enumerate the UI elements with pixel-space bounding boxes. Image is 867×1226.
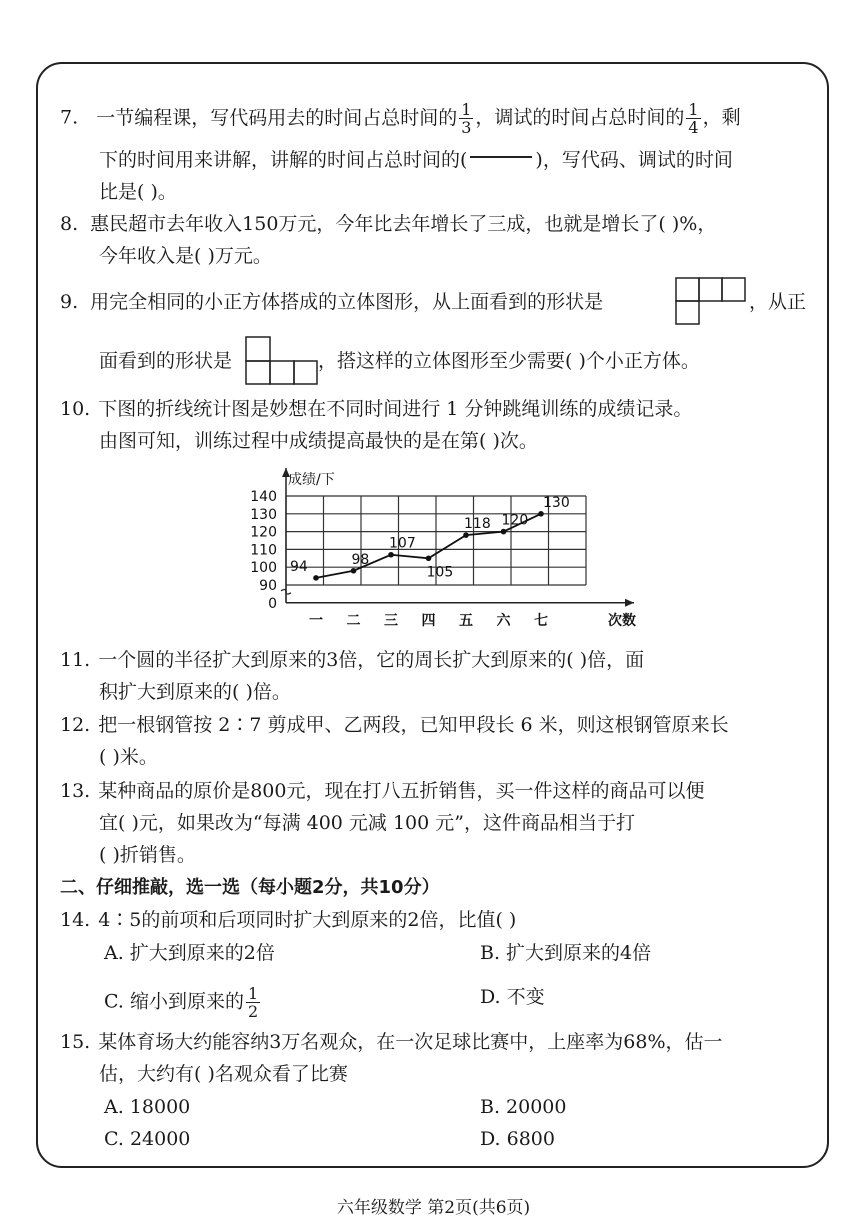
q10-line1: 10. 下图的折线统计图是妙想在不同时间进行 1 分钟跳绳训练的成绩记录。 (60, 398, 693, 420)
y-tick-label: 130 (250, 506, 277, 523)
data-label: 105 (426, 564, 454, 581)
data-label: 118 (464, 516, 491, 533)
q7-number: 7. (60, 106, 79, 129)
data-point (426, 556, 432, 562)
front-view-figure (245, 336, 319, 386)
q7-text: ，调试的时间占总时间的 (475, 106, 685, 129)
fraction-one-half: $\frac{1}{2}$ (247, 984, 259, 1021)
data-point (501, 529, 507, 535)
x-tick-label: 六 (496, 612, 511, 629)
q12-line1: 12. 把一根钢管按 2∶7 剪成甲、乙两段，已知甲段长 6 米，则这根钢管原来长 (60, 714, 729, 736)
q10-line2: 由图可知，训练过程中成绩提高最快的是在第( )次。 (99, 430, 538, 452)
data-point (538, 511, 544, 517)
data-point (463, 532, 469, 538)
x-tick-label: 七 (534, 612, 548, 629)
q9-line2b: ，搭这样的立体图形至少需要( )个小正方体。 (318, 350, 700, 372)
q9-line2a: 面看到的形状是 (99, 350, 233, 372)
y-tick-label: 140 (250, 489, 277, 505)
x-tick-label: 二 (346, 612, 361, 629)
y-tick-label: 110 (250, 542, 277, 559)
q15-option-a[interactable]: A. 18000 (104, 1096, 191, 1118)
q13-line2: 宜( )元，如果改为“每满 400 元减 100 元”，这件商品相当于打 (99, 812, 635, 834)
data-point (313, 575, 319, 581)
y-tick-label: 90 (259, 578, 277, 594)
x-axis-label: 次数 (608, 612, 636, 629)
top-view-figure (675, 277, 747, 327)
data-point (351, 568, 357, 574)
q7-line3: 比是( )。 (99, 181, 177, 203)
q7-text: ，剩 (702, 106, 741, 129)
q14-option-c[interactable]: C. 缩小到原来的 $\frac{1}{2}$ (104, 984, 259, 1021)
q13-line1: 13. 某种商品的原价是800元，现在打八五折销售，买一件这样的商品可以便 (60, 780, 705, 802)
q13-line3: ( )折销售。 (99, 844, 196, 866)
y-tick-label: 120 (250, 524, 277, 541)
q8-line2: 今年收入是( )万元。 (99, 245, 272, 267)
data-label: 94 (290, 558, 308, 575)
q15-option-d[interactable]: D. 6800 (480, 1128, 555, 1150)
q9-line1-end: ，从正 (749, 291, 807, 313)
data-label: 130 (543, 494, 570, 511)
q14-option-d[interactable]: D. 不变 (480, 986, 545, 1008)
q12-line2: ( )米。 (99, 746, 158, 768)
data-label: 120 (501, 512, 529, 529)
x-tick-label: 五 (459, 612, 473, 629)
q15-line1: 15. 某体育场大约能容纳3万名观众，在一次足球比赛中，上座率为68%，估一 (60, 1031, 723, 1053)
line-chart (240, 460, 636, 640)
page-footer: 六年级数学 第2页(共6页) (336, 1198, 531, 1218)
q14-option-a[interactable]: A. 扩大到原来的2倍 (104, 942, 275, 964)
data-label: 107 (389, 535, 416, 552)
q11-line1: 11. 一个圆的半径扩大到原来的3倍，它的周长扩大到原来的( )倍，面 (60, 649, 645, 671)
x-tick-label: 三 (384, 612, 398, 629)
q7-line1 (60, 101, 741, 136)
q8-line1: 8. 惠民超市去年收入150万元，今年比去年增长了三成，也就是增长了( )%， (60, 213, 717, 235)
section-heading: 二、仔细推敲，选一选（每小题2分，共10分） (60, 877, 440, 898)
axis-break (281, 590, 291, 595)
y-tick-label: 100 (250, 560, 277, 577)
q14-stem: 14. 4∶5的前项和后项同时扩大到原来的2倍，比值( ) (60, 909, 517, 931)
fraction-one-quarter: $\frac{1}{4}$ (688, 100, 699, 137)
q9-line1: 9. 用完全相同的小正方体搭成的立体图形，从上面看到的形状是 (60, 291, 604, 313)
q15-option-c[interactable]: C. 24000 (104, 1128, 191, 1150)
q7-line2: 下的时间用来讲解，讲解的时间占总时间的( )，写代码、调试的时间 (99, 149, 733, 171)
x-tick-label: 一 (309, 612, 323, 629)
q11-line2: 积扩大到原来的( )倍。 (99, 681, 291, 703)
y-tick-label: 0 (268, 595, 277, 612)
fraction-answer-blank[interactable] (470, 156, 532, 158)
fraction-one-third: $\frac{1}{3}$ (461, 100, 472, 137)
y-axis-label: 成绩/下 (288, 472, 335, 488)
q14-option-b[interactable]: B. 扩大到原来的4倍 (480, 942, 652, 964)
q15-line2: 估，大约有( )名观众看了比赛 (99, 1063, 348, 1085)
q15-option-b[interactable]: B. 20000 (480, 1096, 567, 1118)
q7-text: 一节编程课，写代码用去的时间占总时间的 (96, 106, 458, 129)
data-label: 98 (351, 551, 370, 568)
x-tick-label: 四 (421, 612, 436, 629)
data-point (388, 552, 394, 558)
